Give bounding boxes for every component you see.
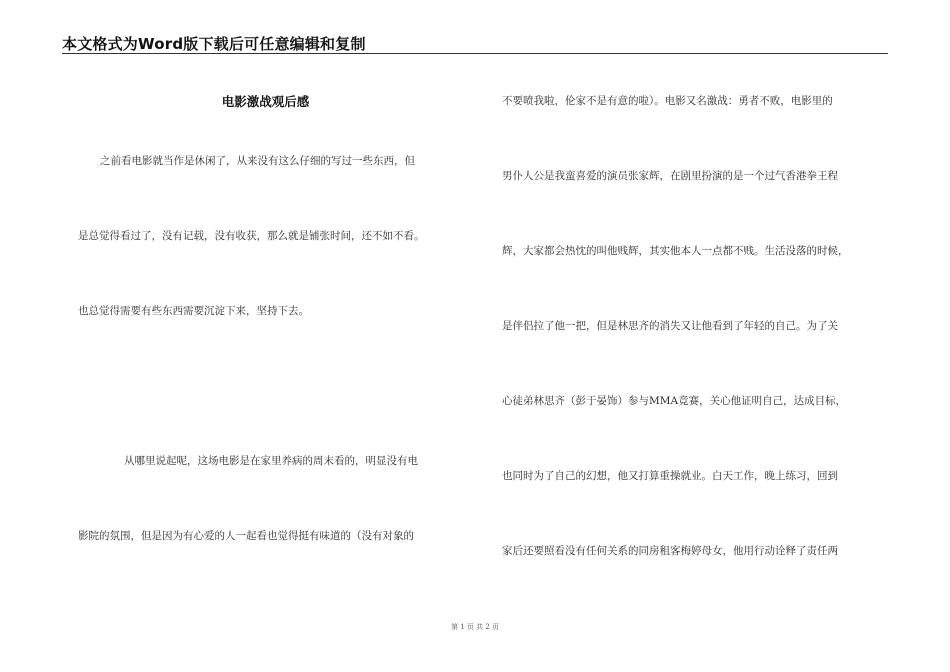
paragraph-line: 辉，大家都会热忱的叫他贱辉，其实他本人一点都不贱。生活没落的时候， bbox=[502, 245, 849, 257]
paragraph-line: 也同时为了自己的幻想，他又打算重操就业。白天工作，晚上练习，回到 bbox=[502, 470, 838, 482]
paragraph-line: 是总觉得看过了，没有记载，没有收获，那么就是铺张时间，还不如不看。 bbox=[78, 230, 425, 242]
paragraph-line: 是伴侣拉了他一把，但是林思齐的消失又让他看到了年轻的自己。为了关 bbox=[502, 320, 838, 332]
paragraph-line: 影院的氛围，但是因为有心爱的人一起看也觉得挺有味道的（没有对象的 bbox=[78, 530, 414, 542]
document-title: 电影激战观后感 bbox=[221, 94, 310, 109]
page-number: 第 1 页 共 2 页 bbox=[450, 623, 500, 631]
paragraph-line: 不要喷我啦，伦家不是有意的啦）。电影又名激战：勇者不败，电影里的 bbox=[502, 95, 833, 107]
paragraph-line: 从哪里说起呢，这场电影是在家里养病的周末看的，明显没有电 bbox=[124, 455, 418, 467]
paragraph-line: 家后还要照看没有任何关系的同房租客梅婷母女，他用行动诠释了责任两 bbox=[502, 545, 838, 557]
paragraph-line: 男仆人公是我蛮喜爱的演员张家辉，在剧里扮演的是一个过气香港拳王程 bbox=[502, 170, 838, 182]
header-divider bbox=[62, 53, 888, 54]
paragraph-line: 也总觉得需要有些东西需要沉淀下来，坚持下去。 bbox=[78, 305, 309, 317]
header-banner: 本文格式为Word版下载后可任意编辑和复制 bbox=[62, 35, 366, 53]
paragraph-line: 心徒弟林思齐（彭于晏饰）参与MMA竞赛，关心他证明自己，达成目标， bbox=[502, 395, 847, 407]
paragraph-line: 之前看电影就当作是休闲了，从来没有这么仔细的写过一些东西，但 bbox=[100, 155, 415, 167]
